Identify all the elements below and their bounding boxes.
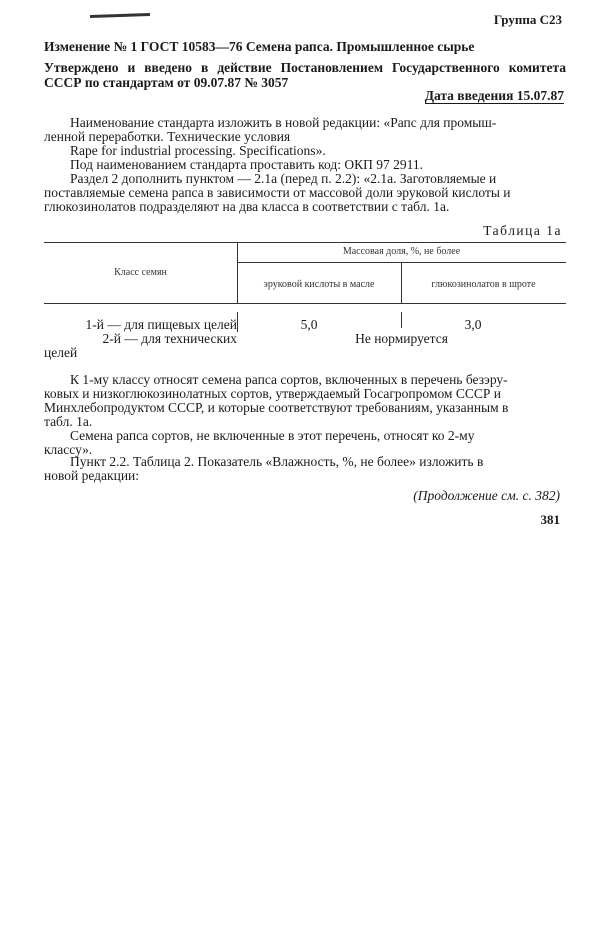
table-header-rule <box>44 303 566 304</box>
paragraph-line: К 1-му классу относят семена рапса сортов, включенных в перечень безэру- <box>70 372 508 387</box>
effective-date: Дата введения 15.07.87 <box>424 88 564 103</box>
paragraph-line: Пункт 2.2. Таблица 2. Показатель «Влажность, %, не более» изложить в <box>70 454 484 469</box>
paragraph-line: ленной переработки. Технические условия <box>44 129 291 144</box>
paragraph-line: классу». <box>44 442 93 457</box>
paragraph-line: Наименование стандарта изложить в новой редакции: «Рапс для промыш- <box>70 115 497 130</box>
approval-statement: Утверждено и введено в действие Постановлением Государственного комитета СССР по стандартам от 09.07.87 № 3057 <box>44 60 566 90</box>
table-cell-glucosinolates: 3,0 <box>464 317 482 332</box>
paragraph-line: Rape for industrial processing. Specifications». <box>70 143 326 158</box>
table-cell-not-normalized: Не нормируется <box>355 331 448 346</box>
paragraph-line: табл. 1а. <box>44 414 93 429</box>
table-cell-class: 2-й — для технических <box>102 331 237 346</box>
table-cell-erucic: 5,0 <box>300 317 318 332</box>
paragraph-line: ковых и низкоглюкозинолатных сортов, утверждаемый Госагропромом СССР и <box>44 386 501 401</box>
table-cell-class: целей <box>44 345 78 360</box>
paragraph-line: глюкозинолатов подразделяют на два класса в соответствии с табл. 1а. <box>44 199 450 214</box>
table-header-mass-fraction: Массовая доля, %, не более <box>342 246 461 257</box>
paragraph-line: новой редакции: <box>44 468 140 483</box>
page-number: 381 <box>540 512 560 527</box>
paragraph-line: Семена рапса сортов, не включенные в этот перечень, относят ко 2-му <box>70 428 475 443</box>
amendment-title: Изменение № 1 ГОСТ 10583—76 Семена рапса. Промышленное сырье <box>44 39 475 54</box>
table-top-rule <box>44 242 566 243</box>
paragraph-line: Под наименованием стандарта проставить код: ОКП 97 2911. <box>70 157 423 172</box>
paragraph-line: Минхлебопродуктом СССР, и которые соответствуют требованиям, указанным в <box>44 400 509 415</box>
table-cell-class: 1-й — для пищевых целей <box>85 317 237 332</box>
table-header-glucosinolates: глюкозинолатов в шроте <box>431 279 536 290</box>
table-header-erucic: эруковой кислоты в масле <box>263 279 375 290</box>
continuation-note: (Продолжение см. с. 382) <box>413 488 560 503</box>
paragraph-line: Раздел 2 дополнить пунктом — 2.1а (перед п. 2.2): «2.1а. Заготовляемые и <box>70 171 497 186</box>
group-code: Группа С23 <box>493 12 562 27</box>
table-caption: Таблица 1а <box>483 223 562 238</box>
table-header-class: Класс семян <box>114 267 167 278</box>
paragraph-line: поставляемые семена рапса в зависимости от массовой доли эруковой кислоты и <box>44 185 511 200</box>
pen-mark <box>90 13 150 18</box>
